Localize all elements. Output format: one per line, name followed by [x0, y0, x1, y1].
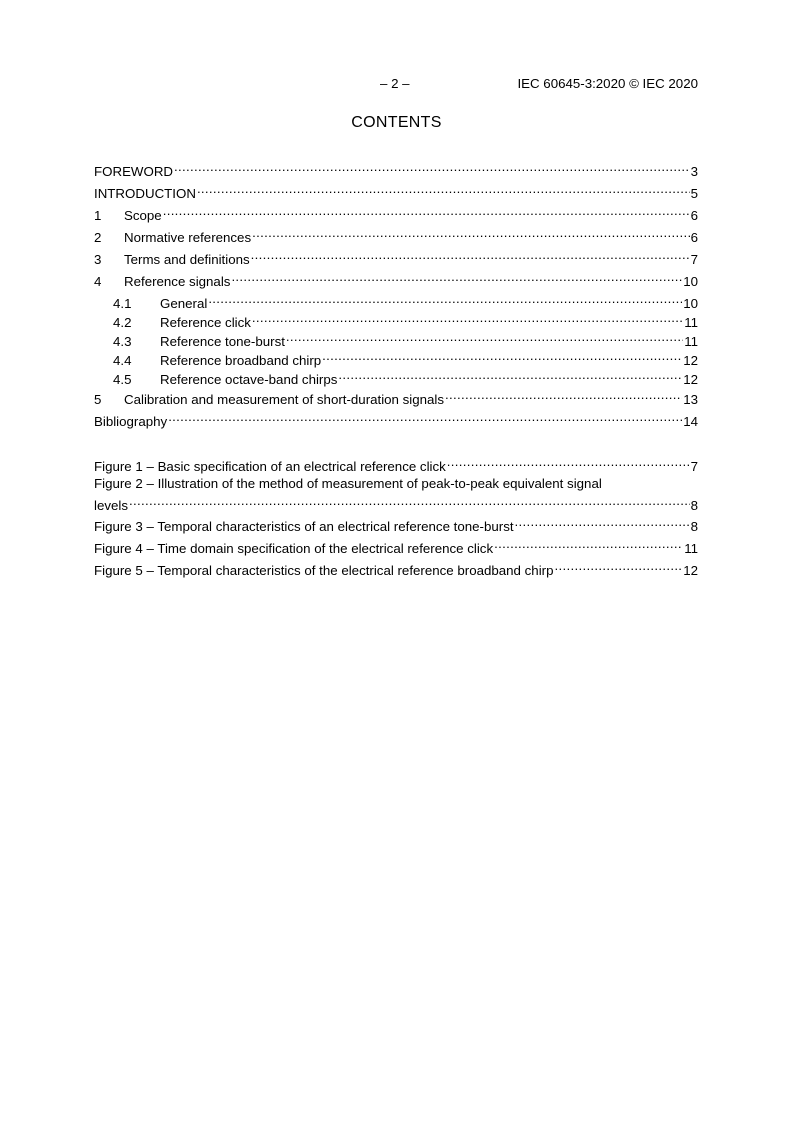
figure-entry-2-continuation [94, 491, 698, 513]
toc-entry-reference-click[interactable] [94, 308, 698, 330]
toc-entry-page: 3 [690, 164, 698, 179]
toc-entry-page: 12 [683, 372, 698, 387]
document-id: IEC 60645-3:2020 © IEC 2020 [517, 76, 698, 91]
toc-entry-reference-tone-burst[interactable] [94, 327, 698, 349]
toc-leader [168, 407, 682, 426]
figure-entry-page: 8 [690, 519, 698, 534]
toc-leader [322, 346, 682, 365]
figure-entry-2[interactable] [94, 474, 698, 512]
toc-leader [252, 223, 689, 242]
toc-entry-number: 4 [94, 274, 102, 289]
page-header [94, 76, 698, 92]
toc-entry-reference-octave-band-chirps[interactable] [94, 365, 698, 387]
toc-entry-reference-broadband-chirp[interactable] [94, 346, 698, 368]
toc-entry-page: 10 [683, 296, 698, 311]
toc-entry-title: Terms and definitions [124, 252, 250, 267]
toc-leader [231, 267, 682, 286]
figure-entry-5[interactable] [94, 556, 698, 578]
toc-entry-number: 2 [94, 230, 102, 245]
toc-entry-title: Calibration and measurement of short-duration signals [124, 392, 445, 407]
toc-entry-number: 4.4 [113, 353, 132, 368]
toc-leader [163, 201, 690, 220]
toc-entry-title: Reference tone-burst [160, 334, 285, 349]
toc-entry-number: 4.3 [113, 334, 132, 349]
toc-entry-number: 4.5 [113, 372, 132, 387]
figure-entry-4[interactable] [94, 534, 698, 556]
toc-leader [252, 308, 683, 327]
toc-leader [208, 289, 682, 308]
toc-leader [129, 491, 690, 510]
toc-entry-number: 4.2 [113, 315, 132, 330]
toc-entry-bibliography[interactable] [94, 407, 698, 429]
toc-entry-scope[interactable] [94, 201, 698, 223]
figure-entry-3[interactable] [94, 512, 698, 534]
toc-entry-title: Normative references [124, 230, 252, 245]
toc-entry-title: Reference click [160, 315, 251, 330]
toc-entry-title: General [160, 296, 208, 311]
toc-entry-title: Reference octave-band chirps [160, 372, 338, 387]
figure-entry-page: 7 [690, 459, 698, 474]
figure-entry-title: Figure 4 – Time domain specification of the electrical reference click [94, 541, 494, 556]
toc-entry-page: 11 [684, 334, 698, 349]
toc-leader [445, 385, 682, 404]
toc-entry-page: 14 [683, 414, 698, 429]
figure-entry-title: Figure 5 – Temporal characteristics of the electrical reference broadband chirp [94, 563, 554, 578]
toc-entry-title: Reference broadband chirp [160, 353, 322, 368]
toc-leader [554, 556, 682, 575]
toc-entry-number: 5 [94, 392, 102, 407]
toc-entry-page: 11 [684, 315, 698, 330]
toc-entry-page: 10 [683, 274, 698, 289]
figure-entry-page: 12 [683, 563, 698, 578]
toc-entry-normative-references[interactable] [94, 223, 698, 245]
toc-entry-terms-definitions[interactable] [94, 245, 698, 267]
contents-heading: CONTENTS [351, 114, 442, 131]
figure-entry-page: 8 [690, 498, 698, 513]
toc-entry-page: 13 [683, 392, 698, 407]
toc-entry-page: 6 [690, 208, 698, 223]
toc-entry-page: 6 [690, 230, 698, 245]
toc-entry-number: 3 [94, 252, 102, 267]
toc-entry-page: 12 [683, 353, 698, 368]
toc-entry-page: 5 [690, 186, 698, 201]
toc-entry-introduction[interactable] [94, 179, 698, 201]
toc-leader [174, 157, 690, 176]
toc-entry-title: Scope [124, 208, 162, 223]
figure-entry-title: Figure 3 – Temporal characteristics of an electrical reference tone-burst [94, 519, 514, 534]
toc-entry-calibration[interactable] [94, 385, 698, 407]
toc-leader [515, 512, 690, 531]
toc-entry-number: 4.1 [113, 296, 132, 311]
figure-entry-title-line1: Figure 2 – Illustration of the method of measurement of peak-to-peak equivalent signal [94, 476, 602, 491]
toc-entry-number: 1 [94, 208, 102, 223]
toc-entry-title: Bibliography [94, 414, 168, 429]
toc-entry-reference-signals[interactable] [94, 267, 698, 289]
figure-entry-title-line2: levels [94, 498, 128, 513]
figure-entry-page: 11 [684, 541, 698, 556]
toc-leader [494, 534, 683, 553]
toc-leader [251, 245, 690, 264]
toc-entry-page: 7 [690, 252, 698, 267]
toc-leader [338, 365, 682, 384]
figure-entry-title: Figure 1 – Basic specification of an electrical reference click [94, 459, 446, 474]
toc-leader [286, 327, 683, 346]
toc-entry-foreword[interactable] [94, 157, 698, 179]
toc-leader [447, 452, 690, 471]
toc-entry-general[interactable] [94, 289, 698, 311]
toc-entry-title: Reference signals [124, 274, 231, 289]
toc-entry-title: INTRODUCTION [94, 186, 196, 201]
page-number: – 2 – [380, 76, 410, 91]
figure-entry-1[interactable] [94, 452, 698, 474]
toc-leader [197, 179, 690, 198]
toc-entry-title: FOREWORD [94, 164, 174, 179]
